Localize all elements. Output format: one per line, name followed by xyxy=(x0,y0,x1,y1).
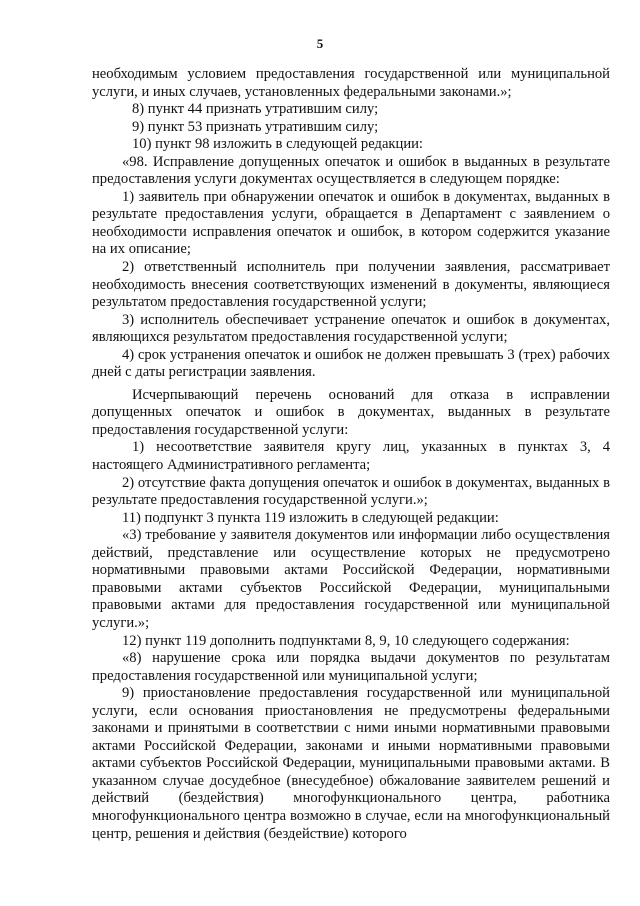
amendment-item-8: 8) пункт 44 признать утратившим силу; xyxy=(132,101,379,118)
amendment-item-10: 10) пункт 98 изложить в следующей редакции: xyxy=(132,136,423,153)
clause-98-step-3: 3) исполнитель обеспечивает устранение опечаток и ошибок в документах, являющихся результатом предоставления государственной услуги; xyxy=(92,311,610,346)
amendment-item-11: 11) подпункт 3 пункта 119 изложить в следующей редакции: xyxy=(122,509,499,526)
clause-98-intro: «98. Исправление допущенных опечаток и ошибок в выданных в результате предоставления услуги документах осуществляется в следующем порядке: xyxy=(92,153,610,188)
refusal-ground-1: 1) несоответствие заявителя кругу лиц, указанных в пунктах 3, 4 настоящего Административного регламента; xyxy=(92,439,610,474)
paragraph-continuation: необходимым условием предоставления государственной или муниципальной услуги, и иных случаев, установленных федеральными законами.»; xyxy=(92,66,610,100)
subclause-8-text: «8) нарушение срока или порядка выдачи документов по результатам предоставления государственной или муниципальной услуги; xyxy=(92,650,610,684)
subclause-3-text: «3) требование у заявителя документов или информации либо осуществления действий, представление или осуществление которых не предусмотрено нормативными правовыми актами Российской Федерации, нормативными правовыми актами субъектов Российской Федерации, муниципальными правовыми актами для предоставления государственной или муниципальной услуги.»; xyxy=(92,527,610,631)
clause-98-step-1: 1) заявитель при обнаружении опечаток и ошибок в документах, выданных в результате предоставления услуги, обращается в Департамент с заявлением о необходимости исправления опечаток и ошибок, в котором содержится указание на их описание; xyxy=(92,188,610,258)
refusal-ground-2: 2) отсутствие факта допущения опечаток и ошибок в документах, выданных в результате предоставления государственной услуги.»; xyxy=(92,474,610,509)
clause-98-step-4: 4) срок устранения опечаток и ошибок не должен превышать 3 (трех) рабочих дней с даты регистрации заявления. xyxy=(92,346,610,381)
page-number: 5 xyxy=(316,36,324,51)
amendment-item-12: 12) пункт 119 дополнить подпунктами 8, 9, 10 следующего содержания: xyxy=(122,632,570,649)
refusal-grounds-intro: Исчерпывающий перечень оснований для отказа в исправлении допущенных опечаток и ошибок в документах, выданных в результате предоставления государственной услуги: xyxy=(92,386,610,438)
document-body xyxy=(92,66,610,843)
clause-98-step-2: 2) ответственный исполнитель при получении заявления, рассматривает необходимость внесения соответствующих изменений в документы, являющиеся результатом предоставления государственной услуги; xyxy=(92,259,610,311)
amendment-item-9: 9) пункт 53 признать утратившим силу; xyxy=(132,118,379,135)
subclause-9-text: 9) приостановление предоставления государственной или муниципальной услуги, если основания приостановления не предусмотрены федеральными законами и принятыми в соответствии с ними иными нормативными правовыми актами Российской Федерации, законами и иными нормативными правовыми актами субъектов Российской Федерации, муниципальными правовыми актами. В указанном случае досудебное (внесудебное) обжалование заявителем решений и действий (бездействия) многофункционального центра, работника многофункционального центра возможно в случае, если на многофункциональный центр, решения и действия (бездействие) которого xyxy=(92,685,610,842)
